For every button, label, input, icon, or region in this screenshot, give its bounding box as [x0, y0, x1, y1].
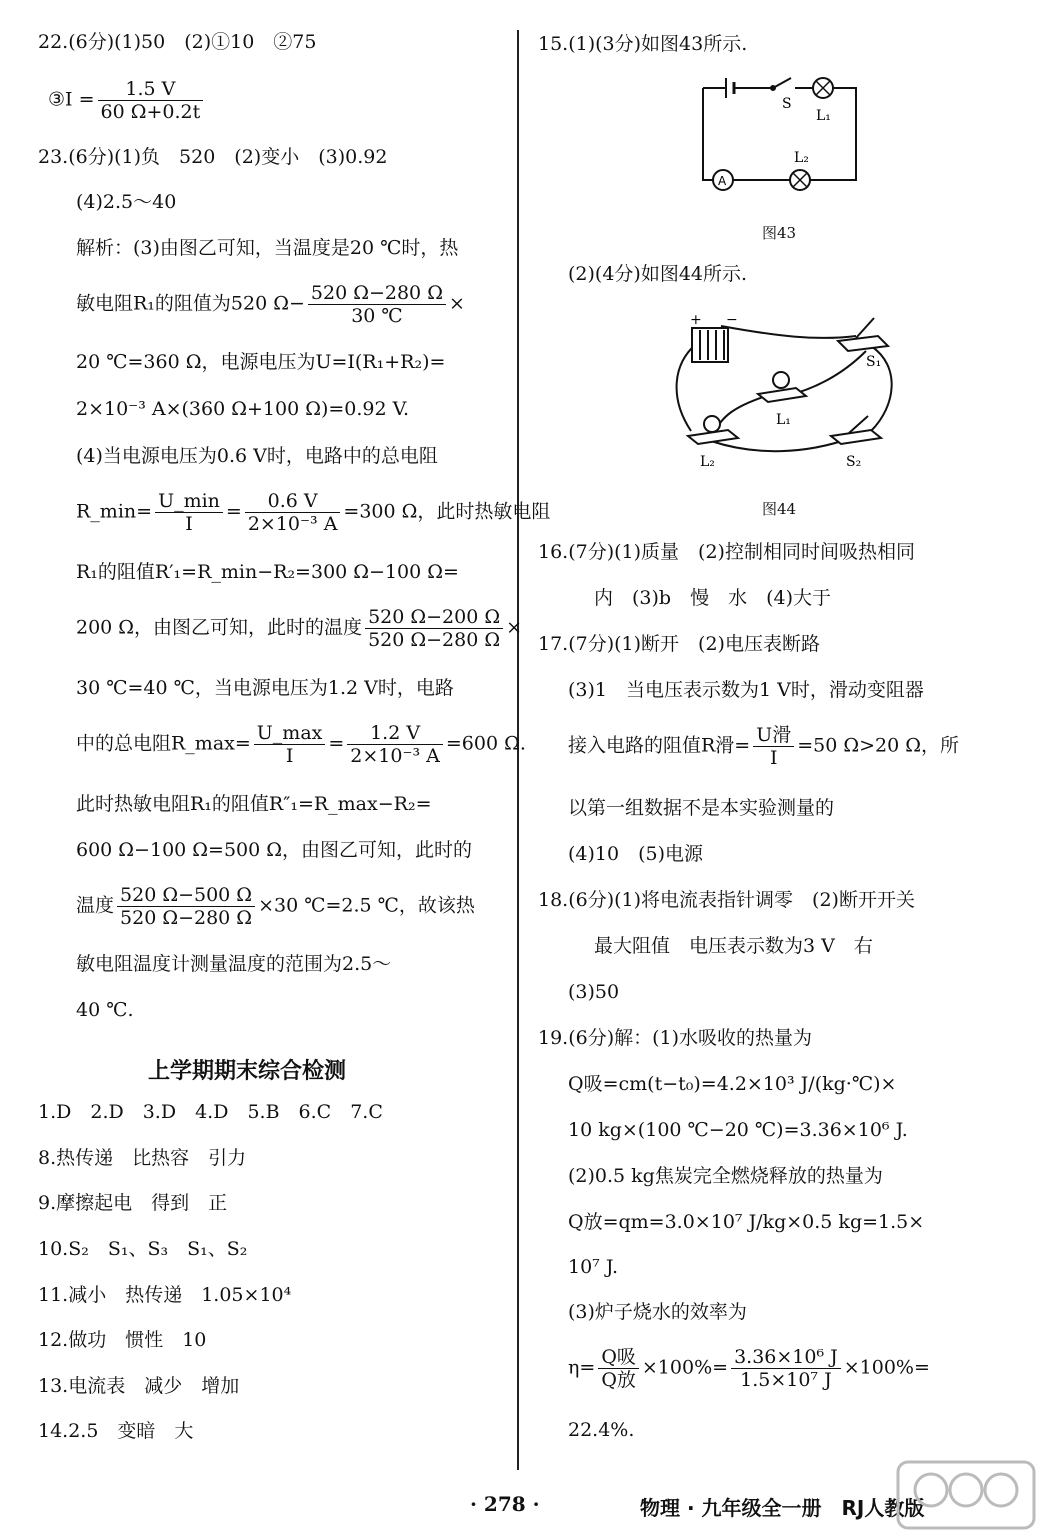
answer-19-line: (2)0.5 kg焦炭完全燃烧释放的热量为 [568, 1165, 883, 1187]
answer-22: 22.(6分)(1)50 (2)①10 ②75 [38, 31, 317, 53]
analysis-line: R_min= $\frac{U\_\min}{I}$ = $\frac{0.6 V}{\text{2×10⁻³ A}}$ =300 Ω，此时热敏电阻 [76, 490, 551, 535]
answer-11: 11.减小 热传递 1.05×10⁴ [38, 1284, 292, 1306]
answer-14: 14.2.5 变暗 大 [38, 1420, 194, 1442]
page-number: · 278 · [470, 1492, 540, 1516]
answer-8: 8.热传递 比热容 引力 [38, 1147, 247, 1169]
fraction: $\frac{0.6 V}{\text{2×10⁻³ A}}$ [245, 490, 341, 535]
analysis-line: 2×10⁻³ A×(360 Ω+100 Ω)=0.92 V. [76, 398, 410, 420]
analysis-line: 中的总电阻R_max= $\frac{U\_\max}{I}$ = $\frac{1.2 V}{\text{2×10⁻³ A}}$ =600 Ω. [76, 722, 526, 767]
answer-17-4: (4)10 (5)电源 [568, 843, 704, 865]
answer-19-line: Q放=qm=3.0×10⁷ J/kg×0.5 kg=1.5× [568, 1211, 925, 1233]
answer-19: 19.(6分)解：(1)水吸收的热量为 [538, 1027, 813, 1049]
battery-minus-label: − [726, 312, 738, 328]
answer-15-2: (2)(4分)如图44所示. [568, 263, 748, 285]
battery-icon [692, 328, 728, 362]
analysis-line: 敏电阻温度计测量温度的范围为2.5～ [76, 953, 392, 975]
lamp-l1-icon [758, 372, 806, 402]
answer-19-line: 10 kg×(100 ℃−20 ℃)=3.36×10⁶ J. [568, 1119, 908, 1141]
fraction: $\frac{1.5 V}{60 \Omega+0.2t}$ [98, 78, 204, 123]
answer-18-cont: 最大阻值 电压表示数为3 V 右 [594, 935, 873, 957]
fraction: $\frac{520 \Omega-280 \Omega}{30 ℃}$ [308, 282, 446, 327]
answer-16-cont: 内 (3)b 慢 水 (4)大于 [594, 587, 831, 609]
fraction: $\frac{1.2 V}{\text{2×10⁻³ A}}$ [347, 722, 443, 767]
fraction: $\frac{520 \Omega-200 \Omega}{520 \Omega-280 \Omega}$ [365, 606, 503, 651]
answer-17: 17.(7分)(1)断开 (2)电压表断路 [538, 633, 820, 655]
lamp-l1-label: L₁ [776, 412, 791, 428]
answer-19-line: 10⁷ J. [568, 1256, 619, 1278]
analysis-line: 200 Ω，由图乙可知，此时的温度 $\frac{520 \Omega-200 \Omega}{520 \Omega-280 \Omega}$ × [76, 606, 523, 651]
battery-plus-label: + [690, 312, 702, 328]
fraction: $\frac{\text{Q吸}}{\text{Q放}}$ [598, 1346, 639, 1391]
switch-s-label: S [782, 96, 792, 112]
analysis-line: (4)当电源电压为0.6 V时，电路中的总电阻 [76, 445, 438, 467]
footer-book-title: 物理 · 九年级全一册 RJ人教版 [640, 1496, 925, 1520]
switch-s2-icon [831, 416, 881, 444]
answer-17-formula: 接入电路的阻值R滑= $\frac{\text{U滑}}{I}$ =50 Ω>20 Ω，所 [568, 724, 960, 769]
fraction: $\frac{\text{3.36×10⁶ J}}{\text{1.5×10⁷ J}}$ [731, 1346, 841, 1391]
analysis-line: R₁的阻值R′₁=R_min−R₂=300 Ω−100 Ω= [76, 561, 459, 583]
lamp-l2-icon [688, 416, 738, 444]
switch-s1-label: S₁ [866, 354, 882, 370]
ammeter-label: A [718, 174, 727, 188]
switch-s1-icon [838, 318, 888, 351]
answer-16: 16.(7分)(1)质量 (2)控制相同时间吸热相同 [538, 541, 915, 563]
circuit-diagram-43 [698, 70, 868, 195]
analysis-line: 敏电阻R₁的阻值为520 Ω− $\frac{520 \Omega-280 \Omega}{30 ℃}$ × [76, 282, 465, 327]
fraction: $\frac{U\_\max}{I}$ [254, 722, 326, 767]
circuit-diagram-44 [666, 306, 896, 474]
answer-18-3: (3)50 [568, 981, 620, 1003]
analysis-line: 20 ℃=360 Ω，电源电压为U=I(R₁+R₂)= [76, 351, 446, 373]
lamp-l2-label: L₂ [700, 454, 715, 470]
lamp-l1-label: L₁ [816, 108, 831, 124]
answer-19-line: (3)炉子烧水的效率为 [568, 1301, 747, 1323]
fraction: $\frac{U\_\min}{I}$ [155, 490, 223, 535]
answer-19-line: Q吸=cm(t−t₀)=4.2×10³ J/(kg·℃)× [568, 1073, 897, 1095]
analysis-line: 解析：(3)由图乙可知，当温度是20 ℃时，热 [76, 237, 459, 259]
fraction: $\frac{\text{U滑}}{I}$ [753, 724, 794, 769]
answer-13: 13.电流表 减少 增加 [38, 1375, 240, 1397]
answer-9: 9.摩擦起电 得到 正 [38, 1192, 228, 1214]
answer-15-1: 15.(1)(3分)如图43所示. [538, 33, 748, 55]
answer-17-3: (3)1 当电压表示数为1 V时，滑动变阻器 [568, 679, 924, 701]
switch-s2-label: S₂ [846, 454, 862, 470]
watermark-logo-icon [896, 1460, 1036, 1530]
answer-19-result: 22.4%. [568, 1419, 635, 1441]
answer-1-7: 1.D 2.D 3.D 4.D 5.B 6.C 7.C [38, 1101, 383, 1123]
answer-17-cont: 以第一组数据不是本实验测量的 [568, 797, 835, 819]
answer-22-formula: ③I = $\frac{1.5 V}{60 \Omega+0.2t}$ [48, 78, 206, 123]
fraction: $\frac{520 \Omega-500 \Omega}{520 \Omega-280 \Omega}$ [117, 884, 255, 929]
figure-44-caption: 图44 [762, 500, 797, 518]
analysis-line: 30 ℃=40 ℃，当电源电压为1.2 V时，电路 [76, 677, 454, 699]
figure-43-caption: 图43 [762, 224, 797, 242]
analysis-line: 40 ℃. [76, 999, 134, 1021]
answer-19-formula: η= $\frac{\text{Q吸}}{\text{Q放}}$ ×100%= $\frac{\text{3.36×10⁶ J}}{\text{1.5×10⁷ J}}$ ×100%= [568, 1346, 930, 1391]
answer-23-4: (4)2.5～40 [76, 191, 177, 213]
analysis-line: 600 Ω−100 Ω=500 Ω，由图乙可知，此时的 [76, 839, 473, 861]
answer-18: 18.(6分)(1)将电流表指针调零 (2)断开开关 [538, 889, 915, 911]
answer-23: 23.(6分)(1)负 520 (2)变小 (3)0.92 [38, 146, 388, 168]
analysis-line: 温度 $\frac{520 \Omega-500 \Omega}{520 \Omega-280 \Omega}$ ×30 ℃=2.5 ℃，故该热 [76, 884, 475, 929]
analysis-line: 此时热敏电阻R₁的阻值R″₁=R_max−R₂= [76, 793, 432, 815]
section-title: 上学期期末综合检测 [148, 1058, 347, 1084]
answer-10: 10.S₂ S₁、S₃ S₁、S₂ [38, 1238, 248, 1260]
answer-12: 12.做功 惯性 10 [38, 1329, 207, 1351]
lamp-l2-label: L₂ [794, 150, 809, 166]
